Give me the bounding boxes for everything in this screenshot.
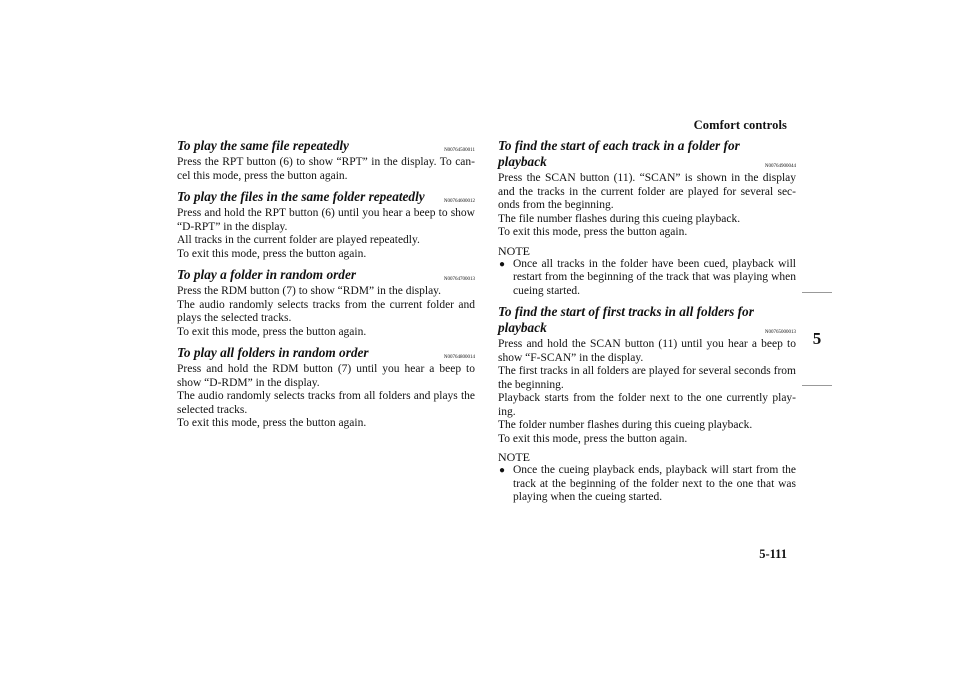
paragraph: Press and hold the RPT button (6) until you hear a beep to show “D-RPT” in the display. [177,207,475,233]
section-scan-track [498,138,796,298]
section-repeat-file [177,138,475,183]
section-heading: To find the start of each track in a folder for playback [498,138,740,169]
section-body [177,156,475,183]
chapter-tab: 5 [802,292,832,386]
paragraph: To exit this mode, press the button again. [177,247,367,260]
section-body [498,338,796,446]
section-heading: To find the start of first tracks in all folders for playback [498,304,754,335]
section-body [177,207,475,261]
paragraph: To exit this mode, press the button again. [177,417,367,429]
section-body [498,172,796,240]
note-item [498,258,796,299]
right-column [498,138,796,511]
paragraph: All tracks in the current folder are played repeatedly. [177,234,420,246]
section-code: N00764500011 [444,148,475,153]
section-scan-folders [498,304,796,505]
paragraph: Press and hold the SCAN button (11) until you hear a beep to show “F-SCAN” in the display. [498,338,796,364]
note-item [498,464,796,505]
paragraph: The file number flashes during this cueing playback. [498,212,741,225]
paragraph: To exit this mode, press the button again. [498,226,688,238]
paragraph: The first tracks in all folders are played for several seconds from the beginning. [498,365,796,391]
section-code: N00764800014 [443,355,475,360]
paragraph: Press the SCAN button (11). “SCAN” is shown in the display and the tracks in the current folder are played for several sec-onds from the beginning. [498,172,796,211]
page-header-title: Comfort controls [693,118,787,132]
section-repeat-folder [177,189,475,261]
paragraph: To exit this mode, press the button again. [177,325,367,338]
section-code: N00764700013 [443,277,475,282]
note-label: NOTE [498,243,530,258]
section-heading: To play a folder in random order [177,267,357,282]
note-text: Once the cueing playback ends, playback will start from the track at the beginning of the folder next to the one that was playing when the cueing started. [513,464,796,503]
section-body [177,285,475,339]
section-random-folder [177,267,475,339]
paragraph: Press the RPT button (6) to show “RPT” in the display. To can-cel this mode, press the button again. [177,156,475,182]
section-heading: To play the same file repeatedly [177,138,349,153]
paragraph: The audio randomly selects tracks from the current folder and plays the selected tracks. [177,298,475,324]
paragraph: Press and hold the RDM button (7) until you hear a beep to show “D-RDM” in the display. [177,363,475,389]
section-code: N00765000013 [764,330,796,335]
bullet-circle-icon: ● [499,258,506,270]
section-heading: To play the files in the same folder repeatedly [177,189,425,204]
section-heading: To play all folders in random order [177,345,369,360]
left-column [177,138,475,437]
section-code: N00764900044 [764,164,796,169]
paragraph: To exit this mode, press the button again. [498,432,688,445]
section-code: N00764600012 [443,199,475,204]
section-body [177,363,475,431]
paragraph: The audio randomly selects tracks from all folders and plays the selected tracks. [177,390,475,416]
note-text: Once all tracks in the folder have been cued, playback will restart from the beginning of the track that was playing when cueing started. [513,257,796,297]
page-number: 5-111 [759,547,787,561]
note-label: NOTE [498,450,530,464]
paragraph: Press the RDM button (7) to show “RDM” in the display. [177,285,442,297]
section-random-all-folders [177,345,475,431]
paragraph: The folder number flashes during this cueing playback. [498,419,753,431]
paragraph: Playback starts from the folder next to the one currently play-ing. [498,392,796,418]
bullet-circle-icon: ● [499,465,506,476]
